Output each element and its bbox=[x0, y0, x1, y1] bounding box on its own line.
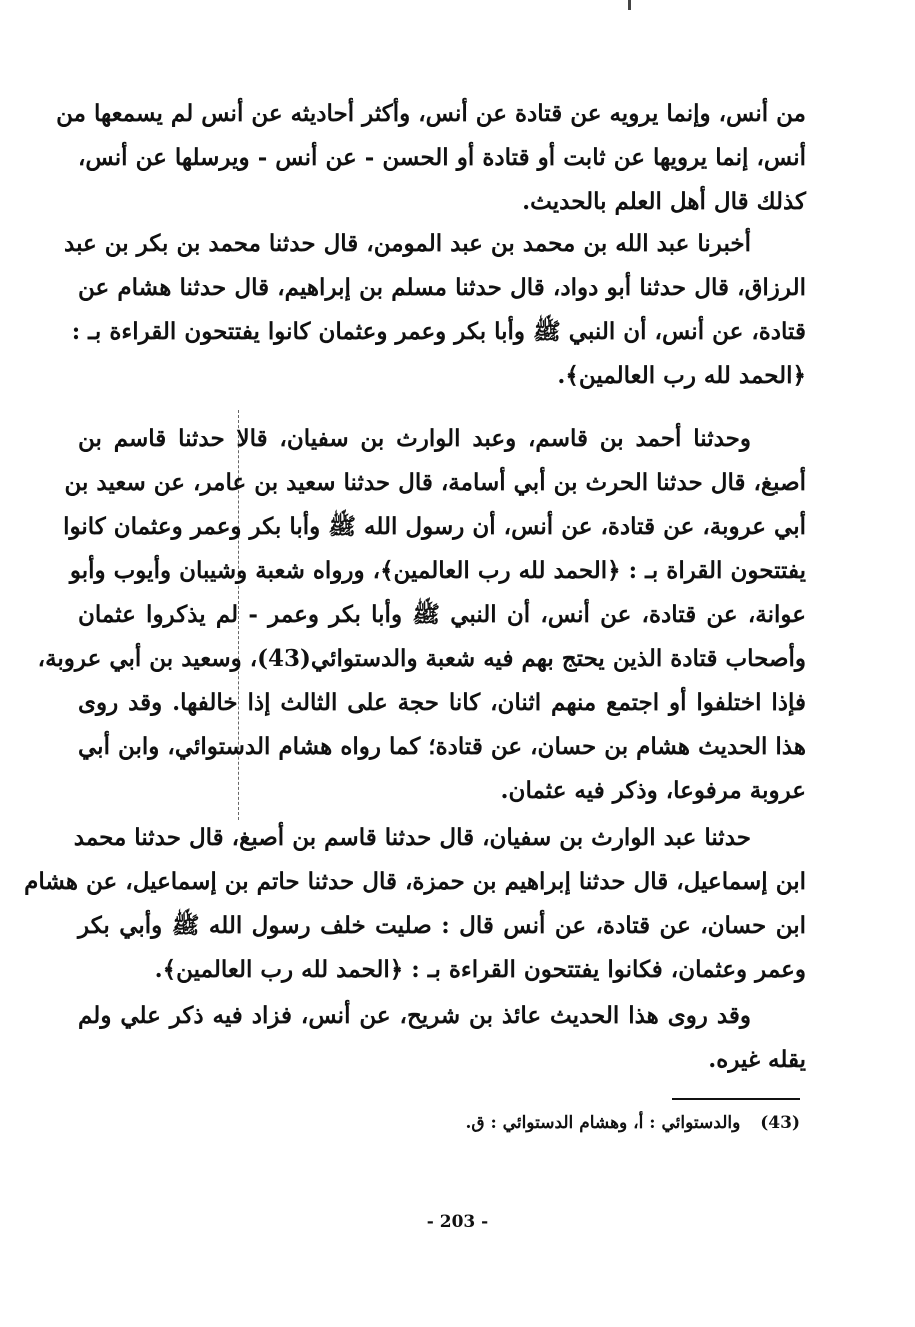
text-line: قتادة، عن أنس، أن النبي ﷺ وأبا بكر وعمر وعثمان كانوا يفتتحون القراءة بـ : bbox=[71, 318, 806, 345]
text-line: حدثنا عبد الوارث بن سفيان، قال حدثنا قاسم بن أصبغ، قال حدثنا محمد bbox=[73, 824, 751, 851]
footnote-separator bbox=[672, 1098, 800, 1100]
text-line: أبي عروبة، عن قتادة، عن أنس، أن رسول الله ﷺ وأبا بكر وعمر وعثمان كانوا bbox=[63, 513, 806, 540]
text-line: وحدثنا أحمد بن قاسم، وعبد الوارث بن سفيان، قالا حدثنا قاسم بن bbox=[78, 425, 751, 452]
text-line: ابن حسان، عن قتادة، عن أنس قال : صليت خلف رسول الله ﷺ وأبي بكر bbox=[78, 912, 806, 939]
paragraph-5 bbox=[78, 994, 806, 1082]
text-line: الرزاق، قال حدثنا أبو دواد، قال حدثنا مسلم بن إبراهيم، قال حدثنا هشام عن bbox=[78, 274, 806, 301]
text-line: ﴿الحمد لله رب العالمين﴾. bbox=[557, 362, 806, 389]
text-line: كذلك قال أهل العلم بالحديث. bbox=[522, 188, 806, 215]
text-line: هذا الحديث هشام بن حسان، عن قتادة؛ كما رواه هشام الدستوائي، وابن أبي bbox=[78, 733, 806, 760]
text-line: أصبغ، قال حدثنا الحرث بن أبي أسامة، قال حدثنا سعيد بن عامر، عن سعيد بن bbox=[64, 469, 806, 496]
text-line: وأصحاب قتادة الذين يحتج بهم فيه شعبة والدستوائي(43)، وسعيد بن أبي عروبة، bbox=[37, 645, 806, 672]
page-number: - 203 - bbox=[426, 1212, 489, 1232]
text-line: ابن إسماعيل، قال حدثنا إبراهيم بن حمزة، قال حدثنا حاتم بن إسماعيل، عن هشام bbox=[24, 868, 806, 895]
text-line: عوانة، عن قتادة، عن أنس، أن النبي ﷺ وأبا بكر وعمر - لم يذكروا عثمان bbox=[78, 601, 806, 628]
text-line: يقله غيره. bbox=[708, 1046, 806, 1073]
footnote-text: والدستوائي : أ، وهشام الدستوائي : ق. bbox=[465, 1113, 741, 1133]
scan-artifact bbox=[628, 0, 631, 10]
text-line: وعمر وعثمان، فكانوا يفتتحون القراءة بـ : ﴿الحمد لله رب العالمين﴾. bbox=[154, 956, 806, 983]
text-line: يفتتحون القراة بـ : ﴿الحمد لله رب العالمين﴾، ورواه شعبة وشيبان وأيوب وأبو bbox=[69, 557, 806, 584]
text-line: أخبرنا عبد الله بن محمد بن عبد المومن، قال حدثنا محمد بن بكر بن عبد bbox=[64, 230, 751, 257]
footnote bbox=[380, 1103, 800, 1143]
footnote-number: (43) bbox=[760, 1113, 800, 1133]
text-line: عروبة مرفوعا، وذكر فيه عثمان. bbox=[500, 777, 806, 804]
text-line: من أنس، وإنما يرويه عن قتادة عن أنس، وأكثر أحاديثه عن أنس لم يسمعها من bbox=[56, 100, 806, 127]
paragraph-3 bbox=[37, 417, 806, 813]
text-line: أنس، إنما يرويها عن ثابت أو قتادة أو الحسن - عن أنس - ويرسلها عن أنس، bbox=[78, 144, 806, 171]
text-line: فإذا اختلفوا أو اجتمع منهم اثنان، كانا حجة على الثالث إذا خالفها. وقد روى bbox=[78, 689, 806, 716]
text-line: وقد روى هذا الحديث عائذ بن شريح، عن أنس، فزاد فيه ذكر علي ولم bbox=[78, 1002, 751, 1029]
paragraph-4 bbox=[24, 816, 806, 992]
paragraph-2 bbox=[64, 222, 806, 398]
paragraph-1 bbox=[56, 92, 806, 224]
